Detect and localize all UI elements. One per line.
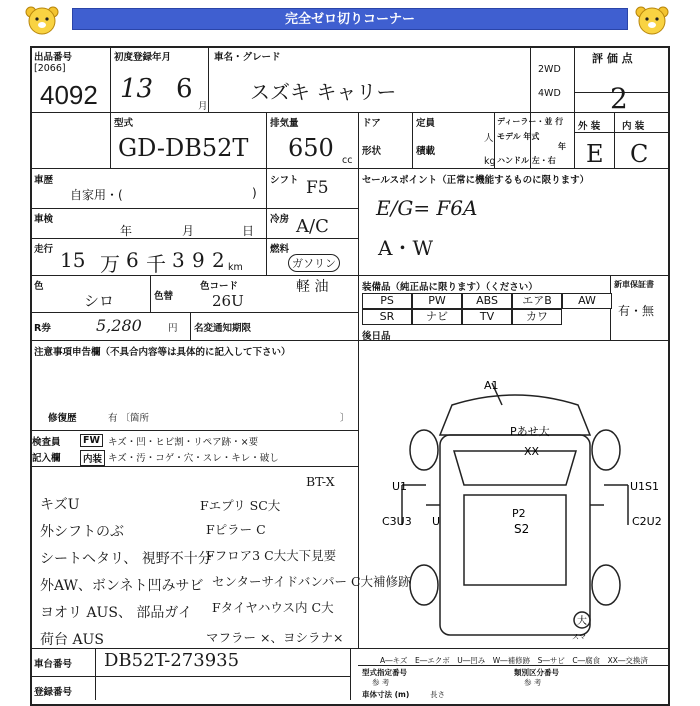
diagram-label-s2: S2 [514,522,530,536]
recycle-value: 5,280 [96,316,142,335]
diagram-label-c3u3: C3U3 [382,515,412,528]
handwritten-note: ヨオリ AUS、 部品ガイ [40,605,192,621]
mileage-digit: 15 [60,248,86,272]
model-spec-sub: 参 考 [372,678,390,687]
interior-label: 内 装 [622,121,645,132]
damage-legend: A―キズ E―エクボ U―凹み W―補修跡 S―サビ C―腐食 XX―交換済 [380,656,648,665]
inspector-interior: 内装 [80,450,105,466]
aircon-label: 冷房 [270,214,290,225]
handwritten-note-right: マフラー ×、ヨシラナ× [206,630,344,645]
class-sub: 参 考 [524,678,542,687]
color-label: 色 [34,281,44,292]
name-change-label: 名変通知期限 [194,323,252,334]
dealer-model-year: モデル 年式 [497,132,540,141]
handwritten-note-right: BT-X [306,474,335,489]
color-change-label: 色替 [154,291,174,302]
fuel-circled: ガソリン [288,254,340,272]
bear-mascot-icon-left [22,4,62,36]
inspector-fw-items: キズ・凹・ヒビ割・リペア跡・×要 [108,437,259,448]
recycle-unit: 円 [168,323,178,334]
repair-value: 有 〔箇所 [108,413,150,424]
inspector-interior-items: キズ・汚・コゲ・穴・スレ・キレ・破し [108,453,279,464]
handwritten-note-right: Fエプリ SC大 [200,498,281,513]
interior-grade: C [630,140,649,168]
score-label: 評 価 点 [592,52,633,65]
warranty-value: 有・無 [618,304,655,318]
equipment-item: ABS [462,293,512,309]
reg-number-label: 登録番号 [34,687,73,698]
equipment-item: PW [412,293,462,309]
mileage-digit: 3 [172,248,185,272]
handwritten-note: シートヘタリ、 視野不十分 [40,551,212,567]
entry-label: 記入欄 [32,453,61,464]
color-code: 26U [212,292,244,310]
inspection-month: 月 [182,224,195,238]
mileage-digit: 6 [126,248,139,272]
registration-month-unit: 月 [198,101,208,112]
diagram-label-p2: P2 [512,507,526,520]
equipment-item: エアB [512,293,562,309]
exterior-grade: E [586,140,604,168]
handwritten-note: 外シフトのぶ [40,524,124,540]
repair-label: 修復歴 [48,413,77,424]
chassis-value: DB52T-273935 [104,650,240,671]
model-value: GD-DB52T [118,134,249,162]
chassis-label: 車台番号 [34,659,73,670]
diagram-label-c2u2: C2U2 [632,515,662,528]
registration-month: 6 [176,74,193,104]
mileage-digit: 万 [100,252,120,276]
registration-label: 初度登録年月 [114,52,172,63]
drive-4wd: 4WD [538,88,561,99]
handwritten-note: 外AW、ボンネト凹みサビ [40,578,204,594]
usage-close: ) [252,186,257,200]
lot-sub: [2066] [34,63,66,74]
equipment-item: TV [462,309,512,325]
page-banner: 完全ゼロ切りコーナー [72,8,628,30]
usage-label: 車歴 [34,175,54,186]
shift-value: F5 [306,178,329,198]
registration-year: 13 [120,74,154,104]
fuel-label: 燃料 [270,244,290,255]
aftermarket-label: 後日品 [362,331,391,342]
mileage-digit: 9 [192,248,205,272]
load-label: 積載 [416,146,436,157]
inspection-year: 年 [120,224,133,238]
mileage-digit: 2 [212,248,225,272]
capacity-label: 定員 [416,118,436,129]
fuel-other: 軽 油 [296,279,329,295]
dims-label: 車体寸法 (m) [362,690,410,699]
displacement-unit: cc [342,155,353,166]
handwritten-note: キズU [40,497,80,513]
inspection-day: 日 [242,224,255,238]
aircon-value: A/C [296,216,329,237]
displacement-label: 排気量 [270,118,299,129]
shift-label: シフト [270,175,299,186]
handwritten-note-right: センターサイドバンパー C大補修跡 [212,574,411,589]
dealer-label: ディーラー・並 行 [497,117,564,126]
color-value: シロ [84,292,115,310]
handwritten-note-right: Fタイヤハウス内 C大 [212,600,334,615]
equipment-item: AW [562,293,612,309]
inspector-fw: FW [80,434,103,447]
recycle-label: R券 [34,323,51,334]
inspection-label: 車検 [34,214,54,225]
warranty-label: 新車保証書 [614,280,654,289]
exterior-label: 外 装 [578,121,601,132]
handwritten-note-right: Fピラー C [206,522,266,537]
lot-number: 4092 [40,80,98,110]
model-label: 型式 [114,118,134,129]
drive-2wd: 2WD [538,64,561,75]
sales-point-line1: E/G= F6A [376,196,478,220]
capacity-unit: 人 [484,133,494,144]
lot-label: 出品番号 [34,52,73,63]
dealer-handle: ハンドル 左・右 [497,156,556,165]
load-unit: kg [484,156,496,167]
equipment-item: PS [362,293,412,309]
sales-point-label: セールスポイント（正常に機能するものに限ります） [362,175,590,186]
diagram-label-u: U [432,515,441,528]
shape-label: 形状 [362,146,382,157]
class-label: 類別区分番号 [514,668,559,677]
usage-value: 自家用・( [70,188,123,202]
diagram-label-xx: XX [524,445,540,458]
mileage-digit: 千 [146,252,166,276]
bear-mascot-icon-right [632,4,672,36]
door-label: ドア [362,118,381,129]
equipment-item: ナビ [412,309,462,325]
displacement-value: 650 [288,134,334,162]
diagram-label-a1: A1 [484,379,499,392]
diagram-label-u1-left: U1 [392,480,408,493]
notes-label: 注意事項申告欄（不具合内容等は具体的に記入して下さい） [34,347,291,358]
inspector-label: 検査員 [32,437,61,448]
handwritten-note: 荷台 AUS [40,632,104,648]
equipment-label: 装備品（純正品に限ります）（ください） [362,282,538,293]
equipment-item: カワ [512,309,562,325]
diagram-stamp: 大 [577,616,587,627]
repair-close: 〕 [340,413,350,424]
dealer-year: 年 [558,142,566,151]
vehicle-damage-diagram [362,375,668,645]
car-name-value: スズキ キャリー [250,80,397,104]
diagram-label-pa: Pあせ大 [510,425,550,438]
score-value: 2 [610,82,628,115]
equipment-item: SR [362,309,412,325]
handwritten-note-right: Fフロア3 C大大下見要 [206,548,337,563]
diagram-label-u1s1: U1S1 [630,480,660,493]
diagram-stamp-sub: スマ [572,633,586,641]
dims-length: 長さ [430,690,445,699]
car-name-label: 車名・グレード [214,52,281,63]
mileage-unit: km [228,262,243,273]
sales-point-line2: A・W [378,236,433,260]
mileage-label: 走行 [34,244,54,255]
color-code-label: 色コード [200,281,239,292]
model-spec-label: 型式指定番号 [362,668,407,677]
